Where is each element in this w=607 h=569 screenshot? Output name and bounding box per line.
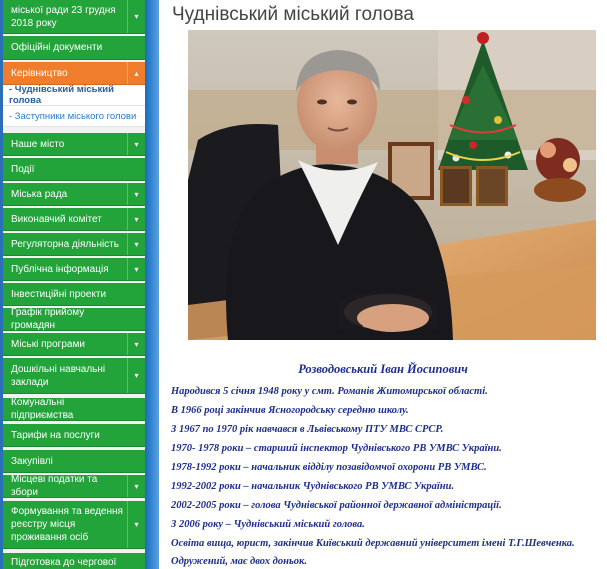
- menu-item-city-council[interactable]: [3, 183, 145, 206]
- menu-item-label: Комунальні підприємства: [11, 397, 74, 421]
- chevron-down-icon[interactable]: ▾: [127, 233, 145, 255]
- bio-line: 1992-2002 роки – начальник Чуднівського РВ УМВС України.: [171, 481, 455, 492]
- menu-item-council-session[interactable]: [3, 0, 145, 34]
- menu-item-label: міської ради 23 грудня 2018 року: [11, 4, 116, 29]
- submenu-item-label: - Чуднівський міський голова: [9, 84, 114, 106]
- menu-item-leadership[interactable]: [3, 62, 145, 85]
- menu-item-label: Офіційні документи: [11, 42, 103, 53]
- bio-line: Народився 5 січня 1948 року у смт. Романів Житомирської області.: [171, 386, 488, 397]
- submenu-item-label: - Заступники міського голови: [9, 110, 137, 122]
- menu-item-tariffs[interactable]: [3, 424, 145, 447]
- menu-item-local-taxes[interactable]: [3, 475, 145, 498]
- menu-item-label: Дошкільні навчальні заклади: [11, 363, 106, 388]
- bio-line: 1978-1992 роки – начальник відділу позавідомчої охорони РВ УМВС.: [171, 462, 487, 473]
- menu-item-investment-projects[interactable]: [3, 283, 145, 306]
- submenu-item-deputies[interactable]: [3, 106, 145, 127]
- bio-line: З 2006 року – Чуднівський міський голова.: [171, 519, 365, 530]
- sidebar-gradient-divider: [145, 0, 159, 569]
- menu-item-preparation[interactable]: [3, 553, 145, 569]
- menu-item-label: Регуляторна діяльність: [11, 238, 119, 250]
- chevron-down-icon[interactable]: ▾: [127, 208, 145, 230]
- chevron-down-icon[interactable]: ▾: [127, 133, 145, 155]
- menu-item-label: Інвестиційні проекти: [11, 288, 107, 300]
- bio-line: З 1967 по 1970 рік навчався в Львівському ПТУ МВС СРСР.: [171, 424, 444, 435]
- bio-line: 1970- 1978 роки – старший інспектор Чуднівського РВ УМВС України.: [171, 443, 502, 454]
- bio-line: Освіта вища, юрист, закінчив Київський державний університет імені Т.Г.Шевченка.: [171, 538, 575, 549]
- page-title: Чуднівський міський голова: [172, 4, 414, 25]
- menu-item-our-city[interactable]: [3, 133, 145, 156]
- menu-item-communal-enterprises[interactable]: [3, 398, 145, 421]
- menu-item-residence-registry[interactable]: [3, 501, 145, 549]
- menu-item-city-programs[interactable]: [3, 333, 145, 356]
- chevron-down-icon[interactable]: ▾: [127, 333, 145, 355]
- menu-item-label: Події: [11, 163, 35, 175]
- chevron-down-icon[interactable]: ▾: [127, 501, 145, 548]
- menu-item-label: Формування та ведення реєстру місця проживання осіб: [11, 506, 123, 543]
- chevron-down-icon[interactable]: ▾: [127, 475, 145, 497]
- menu-item-label: Публічна інформація: [11, 263, 109, 275]
- bio-line: Одружений, має двох доньок.: [171, 556, 307, 567]
- menu-item-label: Підготовка до чергової: [11, 557, 117, 568]
- menu-item-executive-committee[interactable]: [3, 208, 145, 231]
- menu-item-label: Графік прийому громадян: [11, 307, 85, 331]
- menu-item-preschools[interactable]: [3, 358, 145, 394]
- menu-item-procurement[interactable]: [3, 450, 145, 473]
- menu-item-label: Закупівлі: [11, 455, 53, 467]
- submenu-item-city-head[interactable]: [3, 85, 145, 106]
- menu-item-label: Виконавчий комітет: [11, 213, 102, 225]
- menu-item-label: Міська рада: [11, 188, 68, 200]
- menu-item-reception-schedule[interactable]: [3, 308, 145, 331]
- menu-item-label: Тарифи на послуги: [11, 429, 100, 441]
- sidebar-menu: [3, 0, 145, 569]
- menu-item-label: Місцеві податки та збори: [11, 474, 98, 498]
- bio-line: 2002-2005 роки – голова Чуднівської районної державної адміністрації.: [171, 500, 502, 511]
- menu-item-regulatory-activity[interactable]: [3, 233, 145, 256]
- portrait-illustration: [188, 30, 596, 340]
- chevron-down-icon[interactable]: ▾: [127, 183, 145, 205]
- bio-name: Розводовський Іван Йосипович: [298, 362, 468, 376]
- menu-item-label: Керівництво: [11, 67, 68, 79]
- menu-item-official-documents[interactable]: [3, 36, 145, 60]
- main-content: [159, 0, 607, 569]
- portrait-photo: [188, 30, 596, 340]
- chevron-down-icon[interactable]: ▾: [127, 358, 145, 393]
- chevron-down-icon[interactable]: ▾: [127, 0, 145, 33]
- chevron-down-icon[interactable]: ▾: [127, 258, 145, 280]
- menu-item-public-information[interactable]: [3, 258, 145, 281]
- bio-line: В 1966 році закінчив Ясногородську середню школу.: [171, 405, 409, 416]
- menu-item-label: Міські програми: [11, 338, 85, 350]
- menu-item-events[interactable]: [3, 158, 145, 181]
- menu-item-label: Наше місто: [11, 138, 65, 150]
- chevron-up-icon[interactable]: ▴: [127, 62, 145, 84]
